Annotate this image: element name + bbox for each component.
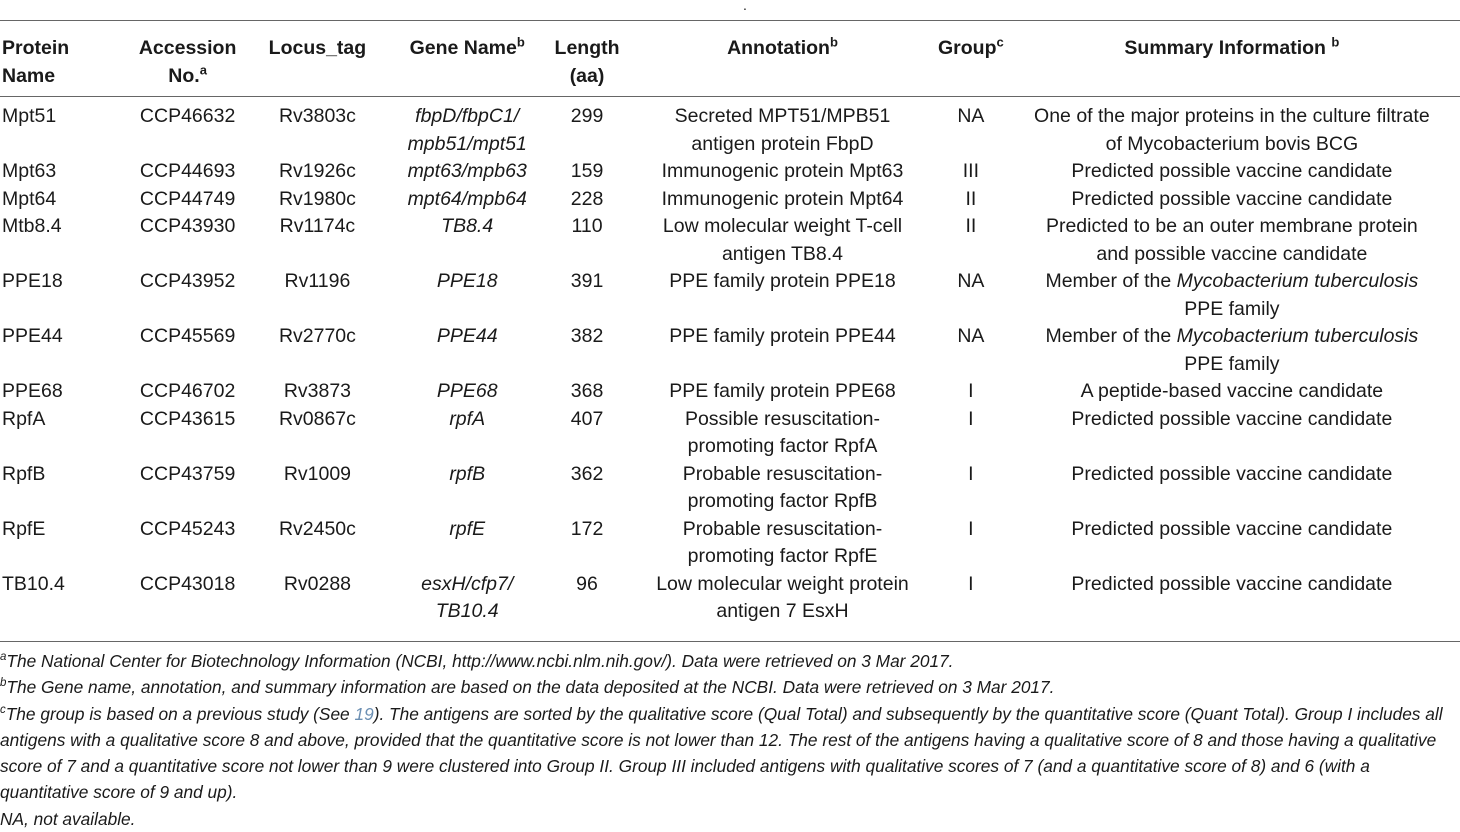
cell-accession: CCP43018 [139, 572, 236, 595]
cell-annotation: Possible resuscitation- promoting factor RpfA [684, 407, 881, 457]
table-row [0, 406, 1460, 461]
cell-summary: Predicted possible vaccine candidate [1071, 407, 1393, 430]
cell-gene-name: PPE68 [436, 380, 498, 402]
cell-annotation: PPE family protein PPE18 [669, 270, 896, 292]
table-row [0, 213, 1460, 268]
cell-group: I [968, 572, 974, 595]
top-mark: . [743, 0, 747, 13]
cell-protein-name: Mtb8.4 [2, 215, 62, 237]
cell-protein-name: Mpt51 [2, 105, 57, 127]
cell-group: II [965, 215, 977, 237]
cell-gene-name: mpt63/mpb63 [407, 160, 527, 182]
cell-annotation: Low molecular weight protein antigen 7 EsxH [656, 572, 909, 622]
cell-protein-name: Mpt64 [2, 187, 57, 210]
cell-accession: CCP45243 [139, 517, 236, 540]
footnote-na: NA, not available. [0, 808, 136, 829]
header-summary: Summary Information $^b$ [1124, 34, 1340, 59]
cell-accession: CCP43930 [139, 215, 236, 237]
cell-summary: Predicted possible vaccine candidate [1071, 462, 1393, 485]
cell-gene-name: esxH/cfp7/ TB10.4 [421, 572, 514, 622]
footnote-b: $^b$The Gene name, annotation, and summary information are based on the data deposited at the NCBI. Data were retrieved on 3 Mar 2017. [0, 677, 1055, 698]
cell-length: 159 [570, 160, 604, 182]
footnote-c: $^c$The group is based on a previous study (See 19). The antigens are sorted by the qualitative score (Qual Total) and subsequently by the quantitative score (Quant Total). Group I includes all antigens with a qualitative score 8 and above, provided that the quantitative score is not lower than 12. The rest of the antigens having a qualitative score of 8 and those having a qualitative score of 7 and a quantitative score not lower than 9 were clustered into Group II. Group III included antigens with qualitative scores of 7 (and a quantitative score of 8) and 6 (with a quantitative score of 9 and up). [0, 703, 1443, 803]
cell-length: 228 [570, 187, 604, 210]
cell-annotation: PPE family protein PPE68 [669, 380, 896, 402]
cell-protein-name: RpfE [2, 517, 46, 540]
reference-link[interactable]: 19 [354, 703, 374, 724]
cell-summary: One of the major proteins in the culture filtrate of Mycobacterium bovis BCG [1034, 105, 1430, 155]
cell-accession: CCP44749 [139, 187, 236, 210]
cell-summary: Predicted possible vaccine candidate [1071, 187, 1393, 210]
cell-accession: CCP43952 [139, 270, 236, 292]
cell-accession: CCP43615 [139, 407, 236, 430]
cell-locus-tag: Rv2450c [278, 517, 356, 540]
cell-accession: CCP45569 [139, 325, 236, 347]
cell-gene-name: TB8.4 [441, 215, 494, 237]
table-row [0, 186, 1460, 214]
cell-group: I [968, 462, 974, 485]
cell-summary: Member of the Mycobacterium tuberculosis PPE family [1045, 270, 1419, 320]
cell-length: 362 [570, 462, 604, 485]
cell-length: 368 [570, 380, 604, 402]
cell-locus-tag: Rv1174c [279, 215, 356, 237]
cell-accession: CCP46702 [139, 380, 236, 402]
cell-protein-name: Mpt63 [2, 160, 57, 182]
table-footnotes [0, 648, 1460, 832]
cell-protein-name: RpfA [2, 407, 46, 430]
table-bottom-rule [0, 641, 1460, 642]
cell-gene-name: fbpD/fbpC1/ mpb51/mpt51 [407, 105, 527, 155]
table-row [0, 378, 1460, 406]
cell-locus-tag: Rv0288 [283, 572, 352, 595]
table-row [0, 571, 1460, 636]
header-row [0, 21, 1460, 97]
cell-protein-name: PPE18 [2, 270, 63, 292]
cell-protein-name: PPE44 [2, 325, 63, 347]
cell-summary: A peptide-based vaccine candidate [1080, 380, 1384, 402]
cell-locus-tag: Rv1926c [278, 160, 356, 182]
cell-gene-name: mpt64/mpb64 [407, 187, 527, 210]
cell-gene-name: PPE44 [436, 325, 498, 347]
table-row [0, 516, 1460, 571]
cell-gene-name: rpfA [449, 407, 486, 430]
cell-locus-tag: Rv3873 [283, 380, 352, 402]
cell-group: I [968, 380, 974, 402]
header-accession: Accession No.$^a$ [138, 37, 237, 87]
cell-annotation: PPE family protein PPE44 [669, 325, 896, 347]
header-group: Group$^c$ [938, 34, 1004, 59]
header-annotation: Annotation$^b$ [727, 34, 838, 59]
cell-summary: Member of the Mycobacterium tuberculosis PPE family [1045, 325, 1419, 375]
table-row [0, 461, 1460, 516]
cell-length: 407 [570, 407, 604, 430]
cell-annotation: Immunogenic protein Mpt63 [661, 160, 904, 182]
header-gene-name: Gene Name$^b$ [409, 34, 525, 59]
protein-table [0, 20, 1460, 636]
cell-annotation: Low molecular weight T-cell antigen TB8.4 [662, 215, 903, 265]
cell-length: 382 [570, 325, 604, 347]
cell-group: III [962, 160, 979, 182]
cell-gene-name: PPE18 [436, 270, 498, 292]
cell-protein-name: TB10.4 [2, 572, 65, 595]
cell-group: II [965, 187, 977, 210]
cell-group: I [968, 407, 974, 430]
table-row [0, 158, 1460, 186]
cell-locus-tag: Rv3803c [278, 105, 356, 127]
cell-annotation: Secreted MPT51/MPB51 antigen protein FbpD [674, 105, 891, 155]
cell-annotation: Probable resuscitation- promoting factor RpfE [682, 517, 883, 567]
cell-accession: CCP44693 [139, 160, 236, 182]
cell-locus-tag: Rv1196 [284, 270, 351, 292]
cell-summary: Predicted possible vaccine candidate [1071, 160, 1393, 182]
cell-protein-name: PPE68 [2, 380, 63, 402]
cell-summary: Predicted possible vaccine candidate [1071, 572, 1393, 595]
cell-length: 172 [570, 517, 604, 540]
cell-locus-tag: Rv2770c [278, 325, 356, 347]
footnote-a: $^a$The National Center for Biotechnology Information (NCBI, http://www.ncbi.nlm.nih.gov/). Data were retrieved on 3 Mar 2017. [0, 651, 954, 671]
header-locus-tag: Locus_tag [268, 37, 367, 59]
table-row [0, 268, 1460, 323]
table-row [0, 323, 1460, 378]
cell-locus-tag: Rv1980c [278, 187, 356, 210]
cell-length: 299 [570, 105, 604, 127]
cell-annotation: Probable resuscitation- promoting factor RpfB [682, 462, 883, 512]
header-protein-name: Protein Name [2, 37, 70, 87]
cell-locus-tag: Rv1009 [283, 462, 352, 485]
cell-group: I [968, 517, 974, 540]
table-row [0, 97, 1460, 159]
cell-length: 391 [570, 270, 604, 292]
cell-group: NA [957, 270, 985, 292]
cell-group: NA [957, 105, 985, 127]
cell-accession: CCP46632 [139, 105, 236, 127]
cell-summary: Predicted possible vaccine candidate [1071, 517, 1393, 540]
cell-length: 96 [576, 572, 598, 595]
cell-accession: CCP43759 [139, 462, 236, 485]
cell-summary: Predicted to be an outer membrane protein and possible vaccine candidate [1045, 215, 1418, 265]
cell-gene-name: rpfE [449, 517, 486, 540]
cell-protein-name: RpfB [2, 462, 46, 485]
cell-locus-tag: Rv0867c [278, 407, 356, 430]
cell-annotation: Immunogenic protein Mpt64 [661, 187, 904, 210]
cell-length: 110 [571, 215, 603, 237]
cell-group: NA [957, 325, 985, 347]
header-length: Length (aa) [554, 37, 620, 87]
cell-gene-name: rpfB [449, 462, 486, 485]
